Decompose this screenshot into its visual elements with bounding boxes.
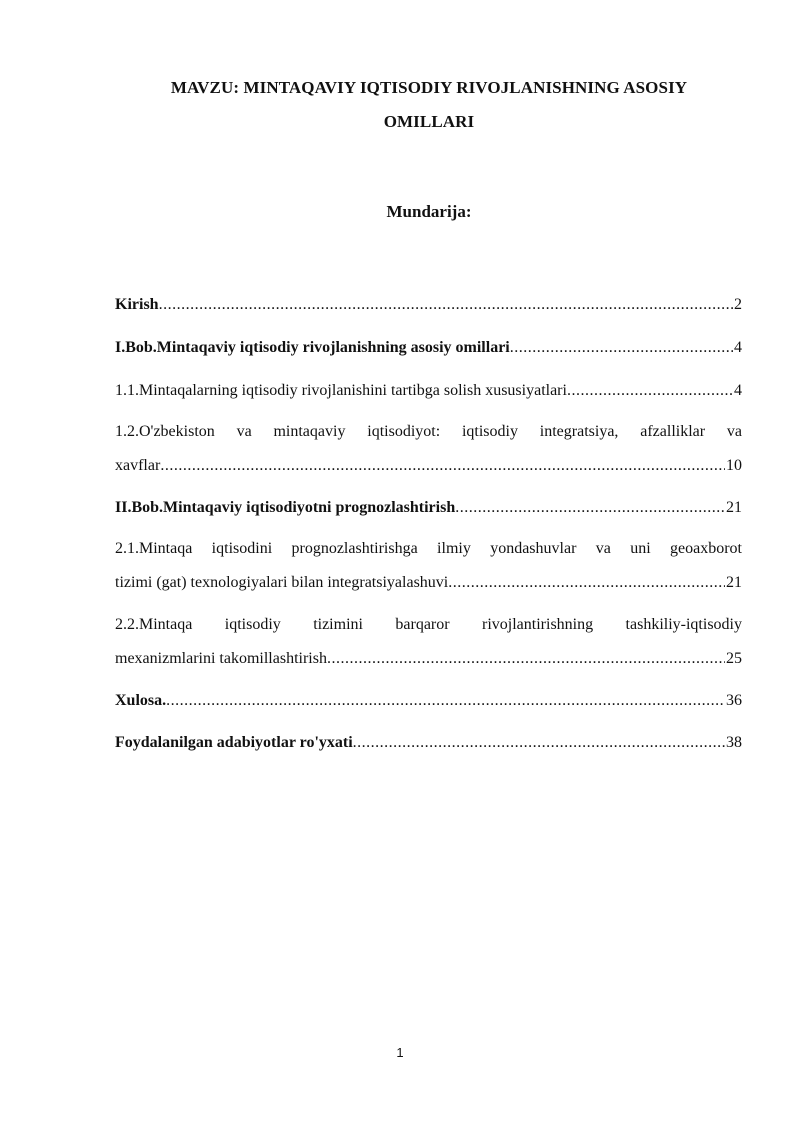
title-line-2: OMILLARI [383, 112, 475, 131]
toc-leader-dots [353, 731, 725, 755]
toc-page-number: 38 [726, 734, 742, 751]
toc-entry-label-line-2: xavflar [115, 457, 161, 474]
page-number: 1 [396, 1045, 404, 1060]
toc-entry-section-2-1[interactable] [115, 537, 742, 595]
toc-entry-label-line-1: 2.1.Mintaqa iqtisodini prognozlashtirishga ilmiy yondashuvlar va uni geoaxborot [115, 540, 742, 557]
toc-page-number: 21 [726, 499, 742, 516]
toc-page-number: 21 [726, 574, 742, 591]
toc-entry-label: 1.1.Mintaqalarning iqtisodiy rivojlanishini tartibga solish xususiyatlari [115, 382, 567, 399]
toc-page-number: 10 [726, 457, 742, 474]
toc-entry-label: Xulosa. [115, 692, 167, 709]
toc-entry-section-2-2[interactable] [115, 613, 742, 671]
toc-entry-xulosa[interactable] [115, 689, 742, 713]
toc-leader-dots [166, 689, 725, 713]
toc-leader-dots [448, 571, 725, 595]
toc-leader-dots [510, 336, 733, 360]
toc-entry-label: Kirish [115, 296, 159, 313]
document-title [115, 71, 743, 139]
title-line-1: MAVZU: MINTAQAVIY IQTISODIY RIVOJLANISHNING ASOSIY [170, 78, 688, 97]
toc-heading: Mundarija: [386, 202, 472, 221]
toc-entry-label: I.Bob.Mintaqaviy iqtisodiy rivojlanishning asosiy omillari [115, 339, 510, 356]
toc-entry-section-1-1[interactable] [115, 379, 742, 403]
toc-entry-chapter-1[interactable] [115, 336, 742, 360]
toc-page-number: 4 [734, 339, 742, 356]
table-of-contents [115, 293, 742, 755]
toc-page-number: 2 [734, 296, 742, 313]
toc-entry-label-line-1: 2.2.Mintaqa iqtisodiy tizimini barqaror rivojlantirishning tashkiliy-iqtisodiy [115, 616, 742, 633]
toc-leader-dots [567, 379, 733, 403]
toc-entry-section-1-2[interactable] [115, 420, 742, 478]
toc-entry-label: Foydalanilgan adabiyotlar ro'yxati [115, 734, 353, 751]
toc-entry-kirish[interactable] [115, 293, 742, 317]
toc-entry-references[interactable] [115, 731, 742, 755]
toc-leader-dots [160, 454, 725, 478]
toc-entry-label-line-2: mexanizmlarini takomillashtirish [115, 650, 327, 667]
toc-entry-label-line-2: tizimi (gat) texnologiyalari bilan integratsiyalashuvi [115, 574, 449, 591]
toc-page-number: 4 [734, 382, 742, 399]
toc-leader-dots [327, 647, 725, 671]
toc-leader-dots [455, 496, 725, 520]
toc-page-number: 25 [726, 650, 742, 667]
toc-entry-label-line-1: 1.2.O'zbekiston va mintaqaviy iqtisodiyot: iqtisodiy integratsiya, afzalliklar va [115, 423, 742, 440]
toc-entry-label: II.Bob.Mintaqaviy iqtisodiyotni prognozlashtirish [115, 499, 456, 516]
toc-entry-chapter-2[interactable] [115, 496, 742, 520]
toc-page-number: 36 [726, 692, 742, 709]
toc-leader-dots [159, 293, 733, 317]
